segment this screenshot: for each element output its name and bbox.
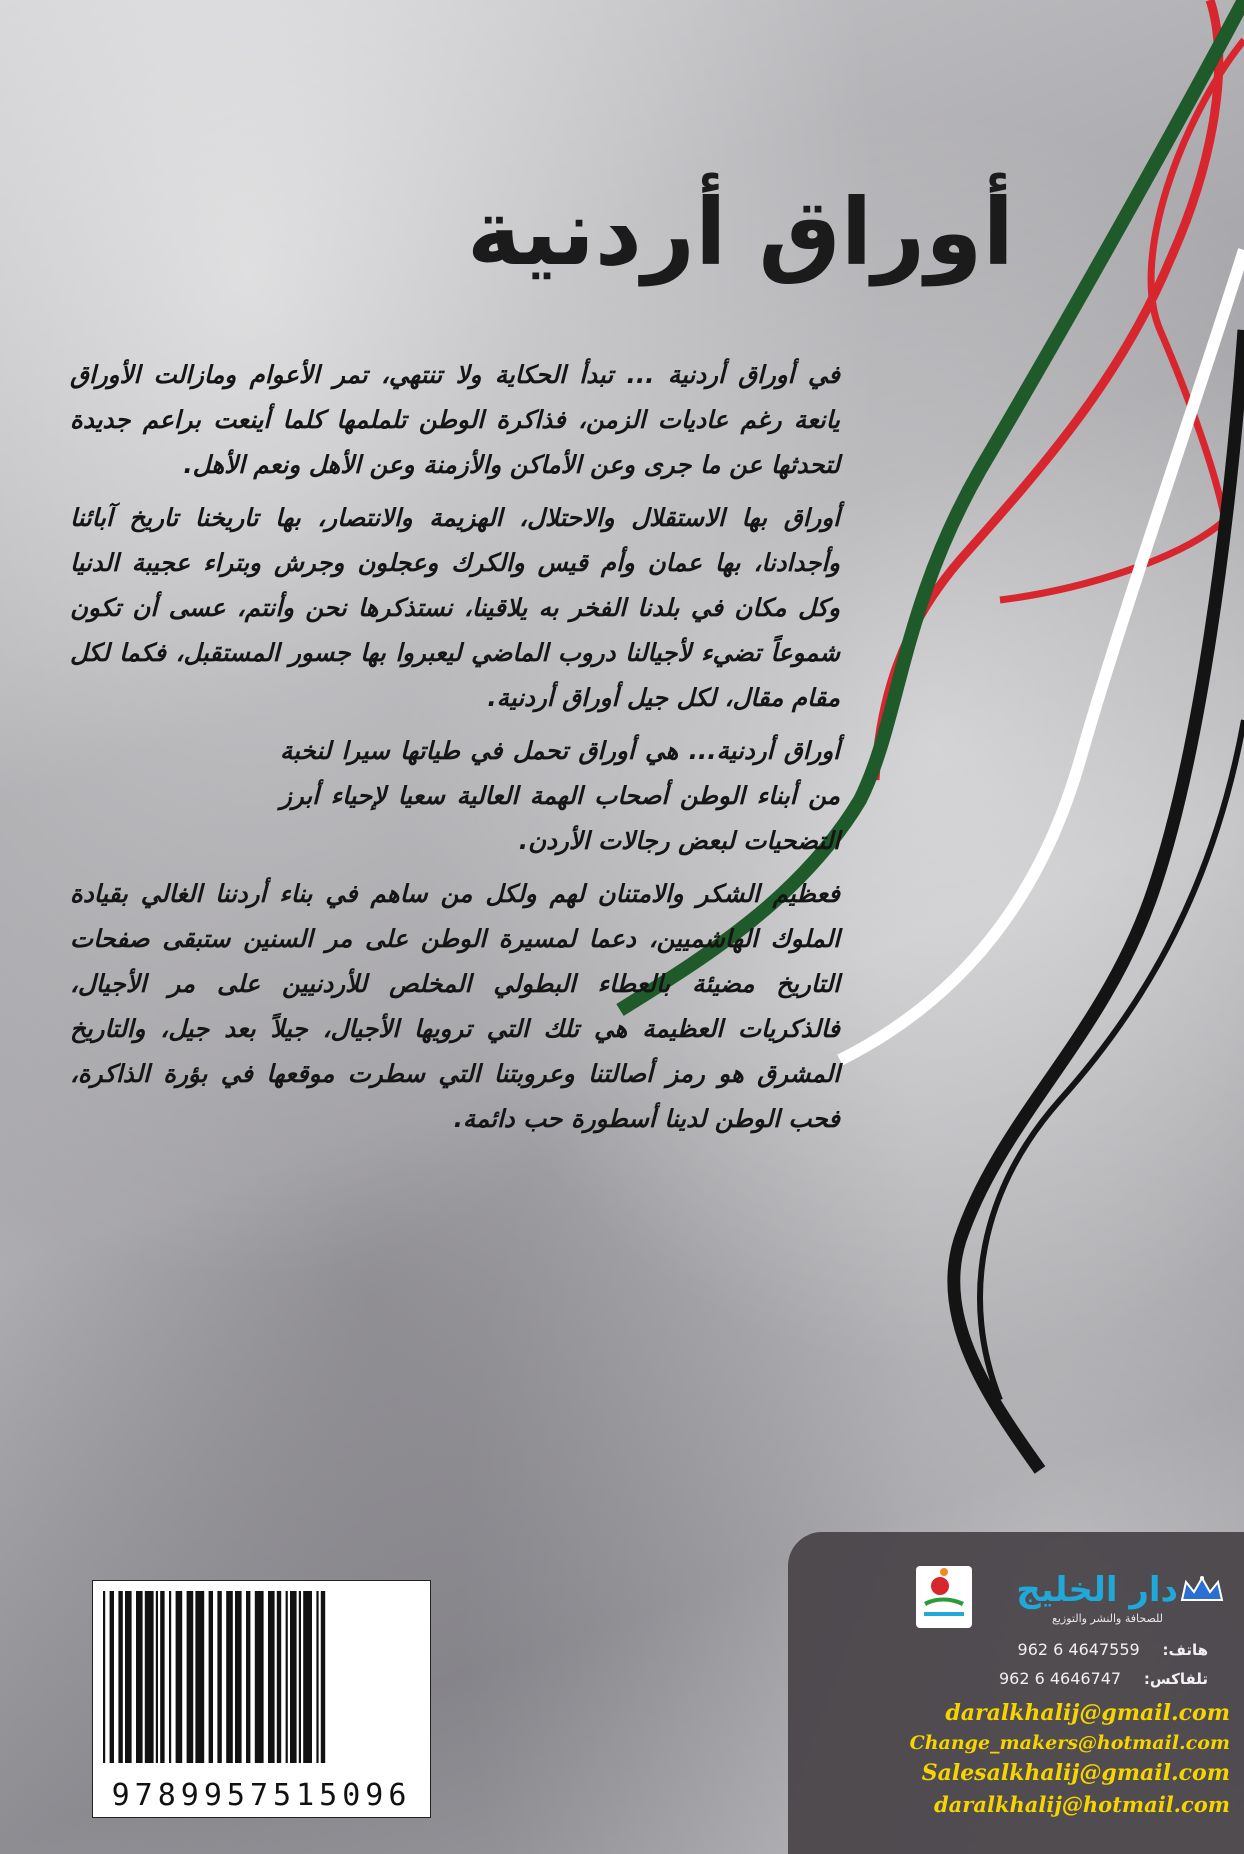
email-link[interactable]: Salesalkhalij@gmail.com — [921, 1760, 1230, 1786]
barcode-bar — [226, 1591, 233, 1763]
phone-line — [828, 1640, 1208, 1659]
crown-icon — [1180, 1576, 1224, 1604]
email-link[interactable]: daralkhalij@hotmail.com — [934, 1792, 1230, 1817]
barcode-bar — [145, 1591, 154, 1763]
email-link[interactable]: daralkhalij@gmail.com — [945, 1700, 1230, 1726]
blurb-paragraph: في أوراق أردنية ... تبدأ الحكاية ولا تنتهي، تمر الأعوام ومازالت الأوراق يانعة رغم عاديات الزمن، فذاكرة الوطن تلملمها كلما أينعت براعم جديدة لتحدثها عن ما جرى وعن الأماكن والأزمنة وعن الأهل ونعم الأهل. — [70, 360, 840, 479]
black-ribbon-thin — [980, 720, 1244, 1400]
barcode-bar — [277, 1591, 281, 1763]
publisher-name: دار الخليج — [1016, 1570, 1178, 1610]
barcode-bar — [235, 1591, 242, 1763]
black-ribbon — [954, 330, 1244, 1470]
blurb-paragraph: فعظيم الشكر والامتنان لهم ولكل من ساهم في بناء أردننا الغالي بقيادة الملوك الهاشميين، دعما لمسيرة الوطن على مر السنين ستبقى صفحات التاريخ مضيئة بالعطاء البطولي المخلص للأردنيين على مر الأجيال، فالذكريات العظيمة هي تلك التي ترويها الأجيال، جيلاً بعد جيل، والتاريخ المشرق هو رمز أصالتنا وعروبتنا التي سطرت موقعها في بؤرة الذاكرة، فحب الوطن لدينا أسطورة حب دائمة. — [70, 879, 840, 1133]
blurb-paragraph: أوراق أردنية... هي أوراق تحمل في طياتها سيرا لنخبة من أبناء الوطن أصحاب الهمة العالية سعيا لإحياء أبرز التضحيات لبعض رجالات الأردن. — [280, 736, 840, 855]
barcode-bar — [290, 1591, 297, 1763]
barcode-bar — [321, 1591, 325, 1763]
isbn-number: 9789957515096 — [111, 1778, 412, 1813]
barcode-bar — [176, 1591, 183, 1763]
barcode-bar — [217, 1591, 221, 1763]
barcode-bar — [316, 1591, 318, 1763]
barcode-bar — [110, 1591, 114, 1763]
publisher-tagline: للصحافة والنشر والتوزيع — [1051, 1612, 1163, 1625]
barcode-bar — [286, 1591, 288, 1763]
email-link[interactable]: Change_makers@hotmail.com — [909, 1732, 1230, 1754]
red-ribbon-upper — [1000, 40, 1244, 600]
barcode-bar — [268, 1591, 275, 1763]
phone-number: 962 6 4647559 — [1017, 1640, 1140, 1659]
barcode-bar — [169, 1591, 171, 1763]
barcode-bar — [118, 1591, 122, 1763]
barcode-bars — [93, 1581, 430, 1771]
fax-number: 962 6 4646747 — [998, 1669, 1122, 1688]
red-ribbon — [875, 0, 1219, 780]
barcode-bar — [255, 1591, 264, 1763]
fax-label: تلفاكس: — [1143, 1670, 1208, 1688]
barcode-bar — [299, 1591, 301, 1763]
barcode-bar — [209, 1591, 213, 1763]
publisher-panel — [788, 1532, 1244, 1854]
barcode-bar — [136, 1591, 143, 1763]
phone-label: هاتف: — [1162, 1641, 1208, 1659]
book-title: أوراق أردنية — [466, 179, 1014, 286]
barcode-bar — [187, 1591, 194, 1763]
publisher-emblem-logo — [916, 1566, 972, 1628]
barcode-bar — [103, 1591, 105, 1763]
blurb-paragraph: أوراق بها الاستقلال والاحتلال، الهزيمة والانتصار، بها تاريخنا تاريخ آبائنا وأجدادنا، بها عمان وأم قيس والكرك وعجلون وجرش وبتراء عجيبة الدنيا وكل مكان في بلدنا الفخر به يلاقينا، نستذكرها نحن وأنتم، عسى أن تكون شموعاً تضيء لأجيالنا دروب الماضي ليعبروا بها جسور المستقبل، فكما لكل مقام مقال، لكل جيل أوراق أردنية. — [70, 503, 840, 712]
barcode-bar — [303, 1591, 312, 1763]
barcode-bar — [156, 1591, 158, 1763]
fax-line — [828, 1669, 1208, 1688]
blurb-text — [70, 352, 840, 1149]
barcode-bar — [125, 1591, 132, 1763]
barcode-bar — [195, 1591, 204, 1763]
isbn-barcode — [92, 1580, 431, 1818]
barcode-bar — [246, 1591, 250, 1763]
barcode-bar — [160, 1591, 164, 1763]
